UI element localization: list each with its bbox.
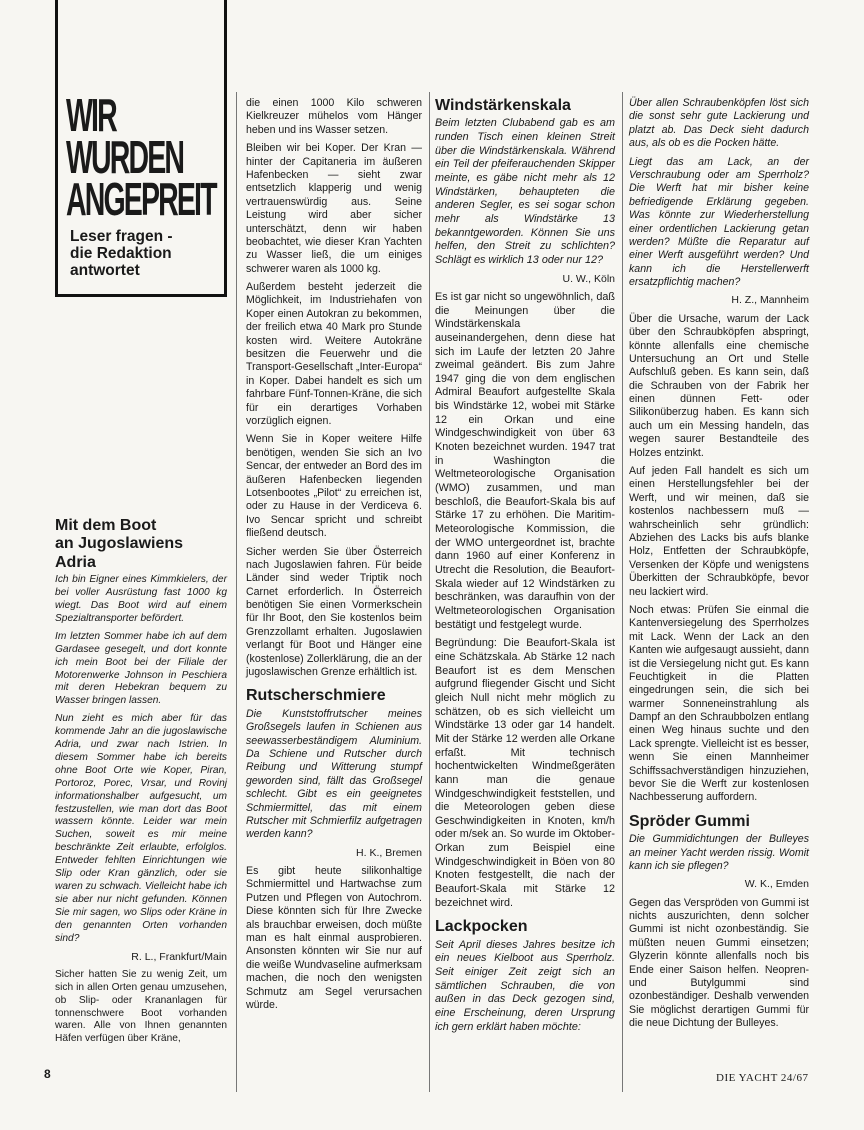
section-banner xyxy=(55,0,227,297)
question-paragraph: Nun zieht es mich aber für das kommende Jahr an die jugoslawische Adria, und zwar nach Istrien. In diesem Sommer habe ich bereits ohne Boot Orte wie Koper, Piran, Portoroz, Porec, Vrsar, und Rovinj informationshalber aufgesucht, um festzustellen, wie man dort das Boot wassern könnte. Leider war mein Suchen, soweit es mir meine beschränkte Zeit erlaubte, erfolglos. Entweder fehlten Einrichtungen wie Slip oder Kran gänzlich, oder sie waren zu schwach. Vielleicht habe ich sie aber nur nicht gefunden. Können Sie mir sagen, wo Slips oder Kräne in den genannten Orten vorhanden sind? xyxy=(55,713,227,944)
answer-paragraph: Noch etwas: Prüfen Sie einmal die Kantenversiegelung des Sperrholzes mit Lack. Wenn der Lack an den Kanten wie aufgesaugt aussieht, dann ist die Versiegelung nicht gut. Es kann Feuchtigkeit in die Platten eingedrungen sein, die sich bei warmer Sonneneinstrahlung als Dampf an den Schraubbolzen entlang einen Weg hinaus suchte und den Lack sprengte. Vielleicht ist es besser, wenn Sie einen Mannheimer Schiffssachverständigen hinzuziehen, bevor Sie die Werft zur kostenlosen Nachbesserung auffordern. xyxy=(629,603,809,804)
reader-signature: H. Z., Mannheim xyxy=(731,294,809,307)
subline-line: antwortet xyxy=(70,262,140,279)
heading-line: an Jugoslawiens Adria xyxy=(55,535,184,571)
column-4 xyxy=(629,97,809,1036)
answer-paragraph: Sicher hatten Sie zu wenig Zeit, um sich in allen Orten genau umzusehen, ob Slip- oder Krananlagen für tonnenschwere Boot vorhanden waren. Alle von Ihnen genannten Häfen verfügen über Kräne, xyxy=(55,968,227,1045)
question-paragraph: Die Kunststoffrutscher meines Großsegels laufen in Schienen aus seewasserbeständigem Aluminium. Da Schiene und Rutscher durch Reibung und Witterung stumpf geworden sind, fällt das Großsegel schlecht. Gibt es ein geeignetes Schmiermittel, das mit einem Rutscher mit Schmierfilz aufgetragen werden kann? xyxy=(246,707,422,841)
headline-line: WURDEN xyxy=(66,131,184,183)
subline-line: Leser fragen - xyxy=(70,228,173,245)
answer-paragraph: Gegen das Verspröden von Gummi ist nichts auszurichten, denn solcher Gummi ist nicht ozonbeständig. Sie müßten neuen Gummi einsetzen; Glyzerin könnte allenfalls noch bis Ende einer Saison helfen. Neopren- und Butylgummi sind ozonbeständiger. Deshalb verwenden Sie möglichst derartigen Gummi für die neue Dichtung der Bulleyes. xyxy=(629,896,809,1030)
page-number: 8 xyxy=(44,1067,51,1081)
reader-signature: U. W., Köln xyxy=(562,272,615,285)
reader-signature: R. L., Frankfurt/Main xyxy=(131,950,227,963)
question-paragraph: Liegt das am Lack, an der Verschraubung oder am Sperrholz? Die Werft hat mir bisher keine befriedigende Erklärung gegeben. Was könnte zur Wiederherstellung einer ordentlichen Lackierung getan werden? Müßte die Reparatur auf einer Werft ausgeführt werden? Und kann ich die Herstellerwerft ersatzpflichtig machen? xyxy=(629,155,809,289)
answer-paragraph: die einen 1000 Kilo schweren Kielkreuzer mühelos vom Hänger heben und ins Wasser setzen. xyxy=(246,97,422,136)
headline-line: WIR xyxy=(66,89,116,141)
answer-paragraph: Auf jeden Fall handelt es sich um einen Herstellungsfehler bei der Werft, und wir meinen, daß sie kostenlos nachbessern muß — wahrscheinlich sehr gründlich: Abziehen des Lacks bis aufs blanke Holz, Entfetten der Schraubköpfe, Versenken der Köpfe und wenigstens Überkitten der Schraubköpfe, bevor neu lackiert wird. xyxy=(629,465,809,598)
question-paragraph: Im letzten Sommer habe ich auf dem Gardasee gesegelt, und dort konnte ich mein Boot bei der Filiale der Motorenwerke Johnson in Peschiera mit deren Hebekran bequem zu Wasser bringen lassen. xyxy=(55,630,227,707)
article-heading: Rutscherschmiere xyxy=(246,687,386,705)
headline-line: ANGEPREIT xyxy=(66,173,216,225)
column-2 xyxy=(246,97,422,1017)
answer-paragraph: Sicher werden Sie über Österreich nach Jugoslawien fahren. Für beide Länder sind weder Triptik noch Carnet erforderlich. In Österreich benötigen Sie einen Vormerkschein für Ihr Boot, den Sie kostenlos beim Grenzzollamt erhalten. Jugoslawien verlangt für Boot und Hänger eine (kostenlose) Zollerklärung, die an der jugoslawischen Grenze erhältlich ist. xyxy=(246,545,422,679)
question-paragraph: Über allen Schraubenköpfen löst sich die sonst sehr gute Lackierung und platzt ab. Das Deck sieht dadurch aus, als ob es die Pocken hätte. xyxy=(629,97,809,150)
question-paragraph: Ich bin Eigner eines Kimmkielers, der bei voller Ausrüstung fast 1000 kg wiegt. Das Boot wird auf einem Spezialtransporter befördert. xyxy=(55,574,227,624)
answer-paragraph: Es gibt heute silikonhaltige Schmiermittel und Hartwachse zum Putzen und Pflegen von Autochrom. Diese könnten sich für Ihre Zwecke als brauchbar erweisen, doch müßte man es halt einmal ausprobieren. Ansonsten könnten wir Sie nur auf die weiße Wundvaseline aufmerksam machen, die noch den wenigsten Schmutz am Segel verursachen würde. xyxy=(246,864,422,1011)
column-divider xyxy=(622,92,623,1092)
answer-paragraph: Begründung: Die Beaufort-Skala ist eine Schätzskala. Ab Stärke 12 nach Beaufort ist es dem Menschen aufgrund fliegender Gischt und Sicht gleich Null nicht mehr möglich zu schätzen, ob es sich vielleicht um Windstärke 13 oder gar 14 handelt. Mit der Stärke 12 werden alle Orkane erfaßt. Mit technisch hochentwickelten Windmeßgeräten kann man die genaue Windgeschwindigkeit feststellen, und die Meteorologen geben diese Geschwindigkeiten in Knoten, km/h oder m/sek an. So wurde im Oktober-Orkan zum Beispiel eine Windgeschwindigkeit in Böen von 80 Knoten festgestellt, die nach der Beaufort-Skala mit Stärke 12 bezeichnet wird. xyxy=(435,637,615,909)
article-heading xyxy=(55,517,227,572)
article-heading: Spröder Gummi xyxy=(629,812,750,830)
question-paragraph: Die Gummidichtungen der Bulleyes an meiner Yacht werden rissig. Womit kann ich sie pflegen? xyxy=(629,833,809,872)
answer-paragraph: Bleiben wir bei Koper. Der Kran — hinter der Capitaneria im äußeren Hafenbecken — sieht zwar entsetzlich klapperig und wenig vertrauenswürdig aus. Seine Leistung wird aber sicher unterschätzt, denn wir haben beobachtet, wie dieser Kran Yachten zu Wasser ließ, die um einiges schwerer waren als 1000 kg. xyxy=(246,142,422,275)
reader-signature: W. K., Emden xyxy=(744,878,809,891)
column-divider xyxy=(429,92,430,1092)
answer-paragraph: Es ist gar nicht so ungewöhnlich, daß die Meinungen über die Windstärkenskala auseinandergehen, denn diese hat sich im Laufe der letzten 20 Jahre zweimal geändert. Bis zum Jahre 1947 ging die von dem englischen Admiral Beaufort aufgestellte Skala bis Windstärke 12, wobei mit Stärke 12 ein Orkan und eine Windgeschwindigkeit von über 63 Knoten bezeichnet wurden. 1947 trat in Washington die Weltmeteorologische Organisation (WMO) zusammen, und man beschloß, die Beaufort-Skala bis auf Stärke 17 zu erhöhen. Die Maritim-Meteorologische Kommission, die der WMO untergeordnet ist, brachte dann 1960 auf einer Konferenz in Utrecht die Resolution, die Beaufort-Skala wieder auf 12 Windstärken zu beschränken, was daraufhin von der Weltmeteorologischen Organisation bestätigt und festgelegt wurde. xyxy=(435,290,615,631)
banner-headline xyxy=(66,89,216,225)
column-divider xyxy=(236,92,237,1092)
heading-line: Mit dem Boot xyxy=(55,517,157,534)
question-paragraph: Beim letzten Clubabend gab es am runden Tisch einen kleinen Streit über die Windstärkenskala. Während ein Teil der pfeiferauchenden Skipper meinte, es gäbe nicht mehr als 12 Windstärken, behaupteten die anderen Segler, es sei sogar schon mehr als Windstärke 13 bekanntgeworden. Können Sie uns helfen, den Streit zu schlichten? Schlägt es wirklich 13 oder nur 12? xyxy=(435,117,615,266)
question-paragraph: Seit April dieses Jahres besitze ich ein neues Kielboot aus Sperrholz. Seit einiger Zeit zeigt sich an sämtlichen Schrauben, die von außen in das Deck gezogen sind, eine Erscheinung, deren Ursprung ich gern erklärt haben möchte: xyxy=(435,938,615,1033)
column-3 xyxy=(435,97,615,1039)
subline-line: die Redaktion xyxy=(70,245,172,262)
column-1 xyxy=(55,517,227,1051)
answer-paragraph: Wenn Sie in Koper weitere Hilfe benötigen, wenden Sie sich an Ivo Sencar, der entweder an Bord des im äußeren Hafenbecken liegenden Lotsenbootes „Pilot“ zu erreichen ist, oder zu Hause in der Verdiceva 6. Ivo Sencar spricht und schreibt fließend deutsch. xyxy=(246,433,422,540)
answer-paragraph: Außerdem besteht jederzeit die Möglichkeit, im Industriehafen von Koper einen Autokran zu bekommen, der freilich etwa 40 Mark pro Stunde kosten wird. Weitere Autokräne besitzen die Feuerwehr und die Transport-Gesellschaft „Inter-Europa“ in Koper. Dabei handelt es sich um fahrbare Fünf-Tonnen-Kräne, die sich für ein derartiges Vorhaben vorzüglich eignen. xyxy=(246,281,422,427)
article-heading: Lackpocken xyxy=(435,918,528,936)
article-heading: Windstärkenskala xyxy=(435,97,571,114)
magazine-issue-footer: DIE YACHT 24/67 xyxy=(716,1072,809,1084)
answer-paragraph: Über die Ursache, warum der Lack über den Schraubköpfen abspringt, könnte allenfalls eine chemische Untersuchung an Ort und Stelle Aufschluß geben. Es kann sein, daß die Schrauben von der Fabrik her einen dünnen Fett- oder Silikonüberzug haben. Es kann sich auch um ein Messing handeln, das wegen saurer Bestandteile des Holzes entzinkt. xyxy=(629,312,809,459)
reader-signature: H. K., Bremen xyxy=(356,846,422,859)
banner-subline xyxy=(70,228,173,279)
